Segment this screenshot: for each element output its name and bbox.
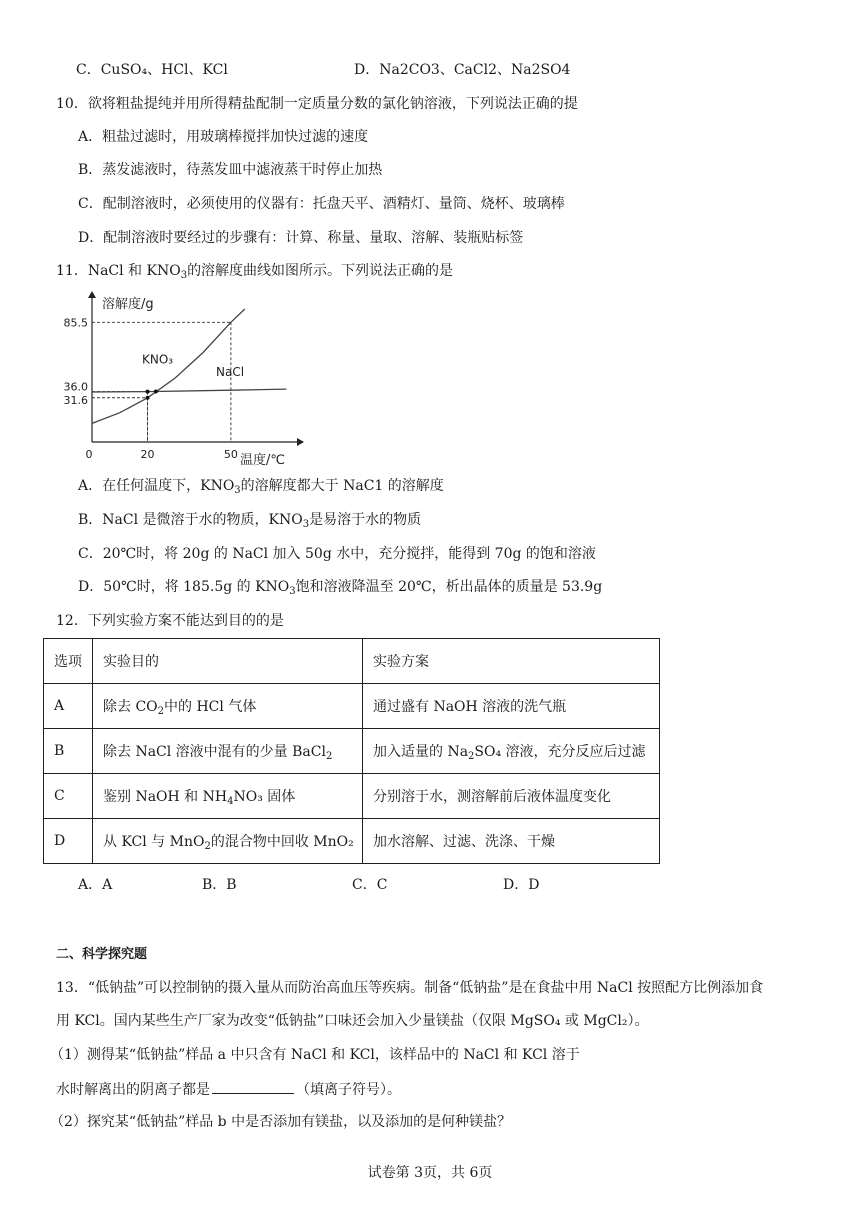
q12-option-d: D．D bbox=[503, 877, 540, 893]
table-row bbox=[44, 729, 660, 774]
q10-option-b: B．蒸发滤液时，待蒸发皿中滤液蒸干时停止加热 bbox=[78, 162, 383, 178]
point-kno3-20 bbox=[146, 396, 150, 400]
row-goal: 除去 NaCl 溶液中混有的少量 BaCl$_2$ bbox=[93, 729, 363, 774]
point-nacl-20 bbox=[146, 390, 150, 394]
table-row bbox=[44, 819, 660, 864]
row-goal: 从 KCl 与 MnO$_2$的混合物中回收 MnO₂ bbox=[93, 819, 363, 864]
q13-part1-line2: 水时解离出的阴离子都是 （填离子符号）。 bbox=[56, 1079, 401, 1100]
q12-option-c: C．C bbox=[352, 877, 388, 893]
y-axis-label: 溶解度/g bbox=[102, 297, 154, 312]
q11-option-b: B．NaCl 是微溶于水的物质，$KNO_3$是易溶于水的物质 bbox=[78, 512, 422, 530]
section-title: 二、科学探究题 bbox=[56, 947, 148, 962]
q9-option-c: C．CuSO₄、HCl、KCl bbox=[76, 62, 228, 78]
q13-line2: 用 KCl。国内某些生产厂家为改变“低钠盐”口味还会加入少量镁盐（仅限 MgSO₄ 或 MgCl₂）。 bbox=[56, 1013, 649, 1029]
row-plan: 加水溶解、过滤、洗涤、干燥 bbox=[363, 819, 660, 864]
row-option: A bbox=[44, 684, 93, 729]
q11-stem: 11．NaCl 和 $KNO_3$的溶解度曲线如图所示。下列说法正确的是 bbox=[56, 263, 454, 281]
table-row bbox=[44, 774, 660, 819]
solubility-chart bbox=[58, 290, 308, 470]
header-option: 选项 bbox=[44, 639, 93, 684]
table-header-row bbox=[44, 639, 660, 684]
y-tick-label: 85.5 bbox=[63, 316, 88, 330]
y-tick-label: 36.0 bbox=[63, 380, 88, 394]
q13-part1-line1: （1）测得某“低钠盐”样品 a 中只含有 NaCl 和 KCl，该样品中的 NaCl 和 KCl 溶于 bbox=[50, 1047, 580, 1063]
table-row bbox=[44, 684, 660, 729]
page-footer: 试卷第 3页，共 6页 bbox=[367, 1165, 493, 1181]
row-plan: 分别溶于水，测溶解前后液体温度变化 bbox=[363, 774, 660, 819]
q12-stem: 12．下列实验方案不能达到目的的是 bbox=[56, 613, 284, 629]
answer-blank[interactable] bbox=[212, 1079, 294, 1094]
row-goal: 鉴别 NaOH 和 $NH_4NO_3$ 固体 bbox=[93, 774, 363, 819]
y-axis-arrow bbox=[88, 291, 96, 298]
q10-option-c: C．配制溶液时，必须使用的仪器有：托盘天平、酒精灯、量筒、烧杯、玻璃棒 bbox=[78, 196, 565, 212]
q12-option-a: A．A bbox=[78, 877, 113, 893]
row-plan: 通过盛有 NaOH 溶液的洗气瓶 bbox=[363, 684, 660, 729]
row-option: D bbox=[44, 819, 93, 864]
x-tick-label: 20 bbox=[140, 448, 155, 461]
q10-option-a: A．粗盐过滤时，用玻璃棒搅拌加快过滤的速度 bbox=[78, 129, 369, 145]
x-axis-arrow bbox=[297, 438, 304, 446]
x-tick-label: 50 bbox=[223, 448, 238, 461]
q11-option-a: A．在任何温度下，$KNO_3$的溶解度都大于 NaC1 的溶解度 bbox=[78, 478, 444, 496]
row-option: B bbox=[44, 729, 93, 774]
row-option: C bbox=[44, 774, 93, 819]
row-plan: 加入适量的 $Na_2SO_4$ 溶液，充分反应后过滤 bbox=[363, 729, 660, 774]
x-tick-label: 0 bbox=[85, 448, 93, 461]
series-label-kno3: KNO₃ bbox=[142, 352, 174, 367]
header-goal: 实验目的 bbox=[93, 639, 363, 684]
point-intersection bbox=[154, 389, 158, 393]
q10-stem: 10．欲将粗盐提纯并用所得精盐配制一定质量分数的氯化钠溶液，下列说法正确的提 bbox=[56, 96, 578, 112]
experiment-table bbox=[43, 638, 660, 864]
q13-line1: 13．“低钠盐”可以控制钠的摄入量从而防治高血压等疾病。制备“低钠盐”是在食盐中用 NaCl 按照配方比例添加食 bbox=[56, 980, 764, 996]
q11-option-c: C．20℃时，将 20g 的 NaCl 加入 50g 水中，充分搅拌，能得到 70g 的饱和溶液 bbox=[78, 546, 596, 562]
q11-option-d: D．50℃时，将 185.5g 的 $KNO_3$饱和溶液降温至 20℃，析出晶体的质量是 53.9g bbox=[78, 579, 603, 597]
q12-option-b: B．B bbox=[202, 877, 237, 893]
series-line-nacl bbox=[92, 389, 286, 392]
q13-part2: （2）探究某“低钠盐”样品 b 中是否添加有镁盐，以及添加的是何种镁盐？ bbox=[50, 1114, 512, 1130]
x-axis-label: 温度/℃ bbox=[240, 453, 285, 468]
y-tick-label: 31.6 bbox=[63, 393, 88, 407]
row-goal: 除去 $CO_2$中的 HCl 气体 bbox=[93, 684, 363, 729]
header-plan: 实验方案 bbox=[363, 639, 660, 684]
series-label-nacl: NaCl bbox=[216, 365, 245, 380]
q9-option-d: D．Na2CO3、CaCl2、Na2SO4 bbox=[354, 62, 571, 78]
q10-option-d: D．配制溶液时要经过的步骤有：计算、称量、量取、溶解、装瓶贴标签 bbox=[78, 230, 524, 246]
